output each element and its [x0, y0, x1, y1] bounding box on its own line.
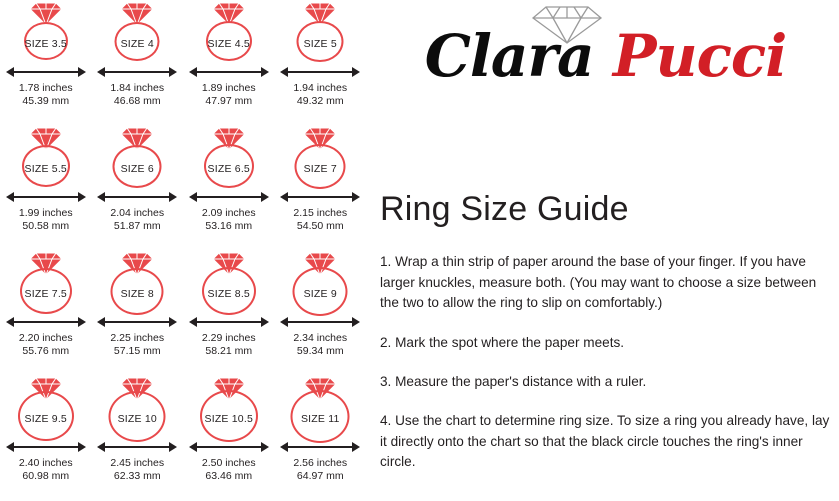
ring-illustration: [275, 0, 367, 64]
measure-arrow-icon: [97, 66, 177, 78]
size-chart-cell: [0, 125, 92, 250]
size-chart-cell: [0, 250, 92, 375]
size-chart-cell: [0, 375, 92, 500]
size-chart-cell: [92, 0, 184, 125]
ring-measurements: [275, 457, 367, 483]
ring-millimeters: 64.97 mm: [296, 470, 344, 483]
guide-step-2: 2. Mark the spot where the paper meets.: [380, 335, 625, 350]
ring-inches: 2.45 inches: [110, 457, 165, 469]
measure-arrow-icon: [189, 316, 269, 328]
size-chart-cell: [92, 250, 184, 375]
measure-arrow-icon: [280, 66, 360, 78]
size-chart-cell: [183, 0, 275, 125]
ring-millimeters: 59.34 mm: [296, 345, 344, 358]
size-chart-row: [0, 375, 366, 500]
ring-illustration: [275, 250, 367, 314]
ring-size-label: SIZE 11: [300, 413, 340, 425]
size-chart-row: [0, 0, 366, 125]
size-chart-cell: [275, 375, 367, 500]
guide-step-1: 1. Wrap a thin strip of paper around the base of your finger. If you have larger knuckles, measure both. (You may want to choose a size between the two to allow the ring to slip on comfortably.): [380, 254, 817, 311]
ring-measurements: [0, 332, 92, 358]
size-chart-cell: [275, 125, 367, 250]
measure-arrow-icon: [280, 316, 360, 328]
measure-arrow-icon: [97, 191, 177, 203]
size-chart-cell: [92, 125, 184, 250]
guide-step-4: 4. Use the chart to determine ring size. To size a ring you already have, lay it directly onto the chart so that the black circle touches the ring's inner circle.: [380, 413, 830, 470]
ring-inches: 2.15 inches: [293, 207, 348, 219]
ring-measurements: [275, 82, 367, 108]
measure-arrow-icon: [6, 191, 86, 203]
ring-millimeters: 57.15 mm: [113, 345, 161, 358]
ring-measurements: [0, 207, 92, 233]
ring-size-label: SIZE 7.5: [24, 288, 67, 300]
ring-inches: 1.78 inches: [18, 82, 73, 94]
measure-arrow-icon: [97, 441, 177, 453]
ring-size-label: SIZE 8.5: [207, 288, 250, 300]
ring-size-label: SIZE 4.5: [207, 38, 250, 50]
ring-size-label: SIZE 6: [120, 163, 154, 175]
ring-measurements: [275, 207, 367, 233]
measure-arrow-icon: [189, 441, 269, 453]
ring-millimeters: 45.39 mm: [22, 95, 70, 108]
ring-illustration: [92, 125, 184, 189]
ring-size-label: SIZE 8: [120, 288, 154, 300]
ring-inches: 2.25 inches: [110, 332, 165, 344]
ring-illustration: [183, 0, 275, 64]
ring-size-label: SIZE 9: [303, 288, 337, 300]
ring-inches: 2.29 inches: [201, 332, 256, 344]
ring-millimeters: 47.97 mm: [205, 95, 253, 108]
ring-size-label: SIZE 7: [303, 163, 337, 175]
ring-measurements: [183, 82, 275, 108]
ring-size-label: SIZE 10: [117, 413, 157, 425]
ring-size-label: SIZE 4: [120, 38, 154, 50]
brand-wordmark: [378, 22, 833, 90]
ring-size-label: SIZE 3.5: [24, 38, 67, 50]
ring-illustration: [92, 250, 184, 314]
ring-inches: 2.04 inches: [110, 207, 165, 219]
ring-illustration: [0, 375, 92, 439]
measure-arrow-icon: [6, 441, 86, 453]
page-title: Ring Size Guide: [380, 190, 629, 228]
guide-step-3: 3. Measure the paper's distance with a ruler.: [380, 374, 647, 389]
ring-size-label: SIZE 5: [303, 38, 337, 50]
ring-size-label: SIZE 10.5: [204, 413, 253, 425]
size-chart-cell: [92, 375, 184, 500]
size-chart-row: [0, 250, 366, 375]
measure-arrow-icon: [189, 66, 269, 78]
ring-measurements: [92, 457, 184, 483]
ring-measurements: [183, 332, 275, 358]
ring-millimeters: 55.76 mm: [22, 345, 70, 358]
ring-millimeters: 46.68 mm: [113, 95, 161, 108]
ring-size-label: SIZE 9.5: [24, 413, 67, 425]
ring-millimeters: 62.33 mm: [113, 470, 161, 483]
size-chart-cell: [275, 250, 367, 375]
measure-arrow-icon: [6, 316, 86, 328]
ring-illustration: [92, 0, 184, 64]
ring-measurements: [275, 332, 367, 358]
ring-millimeters: 54.50 mm: [296, 220, 344, 233]
ring-measurements: [92, 82, 184, 108]
ring-inches: 1.94 inches: [293, 82, 348, 94]
ring-illustration: [0, 125, 92, 189]
brand-logo: [378, 4, 833, 104]
size-chart-cell: [183, 125, 275, 250]
ring-measurements: [0, 457, 92, 483]
ring-millimeters: 63.46 mm: [205, 470, 253, 483]
ring-illustration: [183, 375, 275, 439]
size-chart-cell: [0, 0, 92, 125]
measure-arrow-icon: [97, 316, 177, 328]
ring-inches: 2.20 inches: [18, 332, 73, 344]
ring-illustration: [275, 375, 367, 439]
ring-illustration: [183, 250, 275, 314]
ring-inches: 1.99 inches: [18, 207, 73, 219]
ring-illustration: [0, 0, 92, 64]
ring-millimeters: 51.87 mm: [113, 220, 161, 233]
ring-millimeters: 49.32 mm: [296, 95, 344, 108]
ring-inches: 2.56 inches: [293, 457, 348, 469]
ring-millimeters: 60.98 mm: [22, 470, 70, 483]
ring-millimeters: 58.21 mm: [205, 345, 253, 358]
ring-illustration: [275, 125, 367, 189]
ring-millimeters: 53.16 mm: [205, 220, 253, 233]
measure-arrow-icon: [280, 441, 360, 453]
ring-illustration: [92, 375, 184, 439]
guide-panel: [368, 0, 839, 501]
brand-second-word: Pucci: [612, 22, 787, 90]
measure-arrow-icon: [6, 66, 86, 78]
ring-illustration: [0, 250, 92, 314]
ring-inches: 2.40 inches: [18, 457, 73, 469]
size-chart-cell: [183, 250, 275, 375]
size-chart-cell: [183, 375, 275, 500]
ring-measurements: [183, 457, 275, 483]
ring-size-label: SIZE 6.5: [207, 163, 250, 175]
measure-arrow-icon: [189, 191, 269, 203]
ring-inches: 2.09 inches: [201, 207, 256, 219]
brand-first-word: Clara: [424, 22, 594, 90]
ring-size-label: SIZE 5.5: [24, 163, 67, 175]
ring-measurements: [0, 82, 92, 108]
ring-millimeters: 50.58 mm: [22, 220, 70, 233]
ring-inches: 1.84 inches: [110, 82, 165, 94]
ring-measurements: [92, 332, 184, 358]
size-chart-cell: [275, 0, 367, 125]
ring-measurements: [183, 207, 275, 233]
ring-measurements: [92, 207, 184, 233]
ring-size-chart: [0, 0, 366, 501]
measure-arrow-icon: [280, 191, 360, 203]
ring-inches: 2.50 inches: [201, 457, 256, 469]
ring-inches: 1.89 inches: [201, 82, 256, 94]
ring-inches: 2.34 inches: [293, 332, 348, 344]
ring-illustration: [183, 125, 275, 189]
size-chart-row: [0, 125, 366, 250]
